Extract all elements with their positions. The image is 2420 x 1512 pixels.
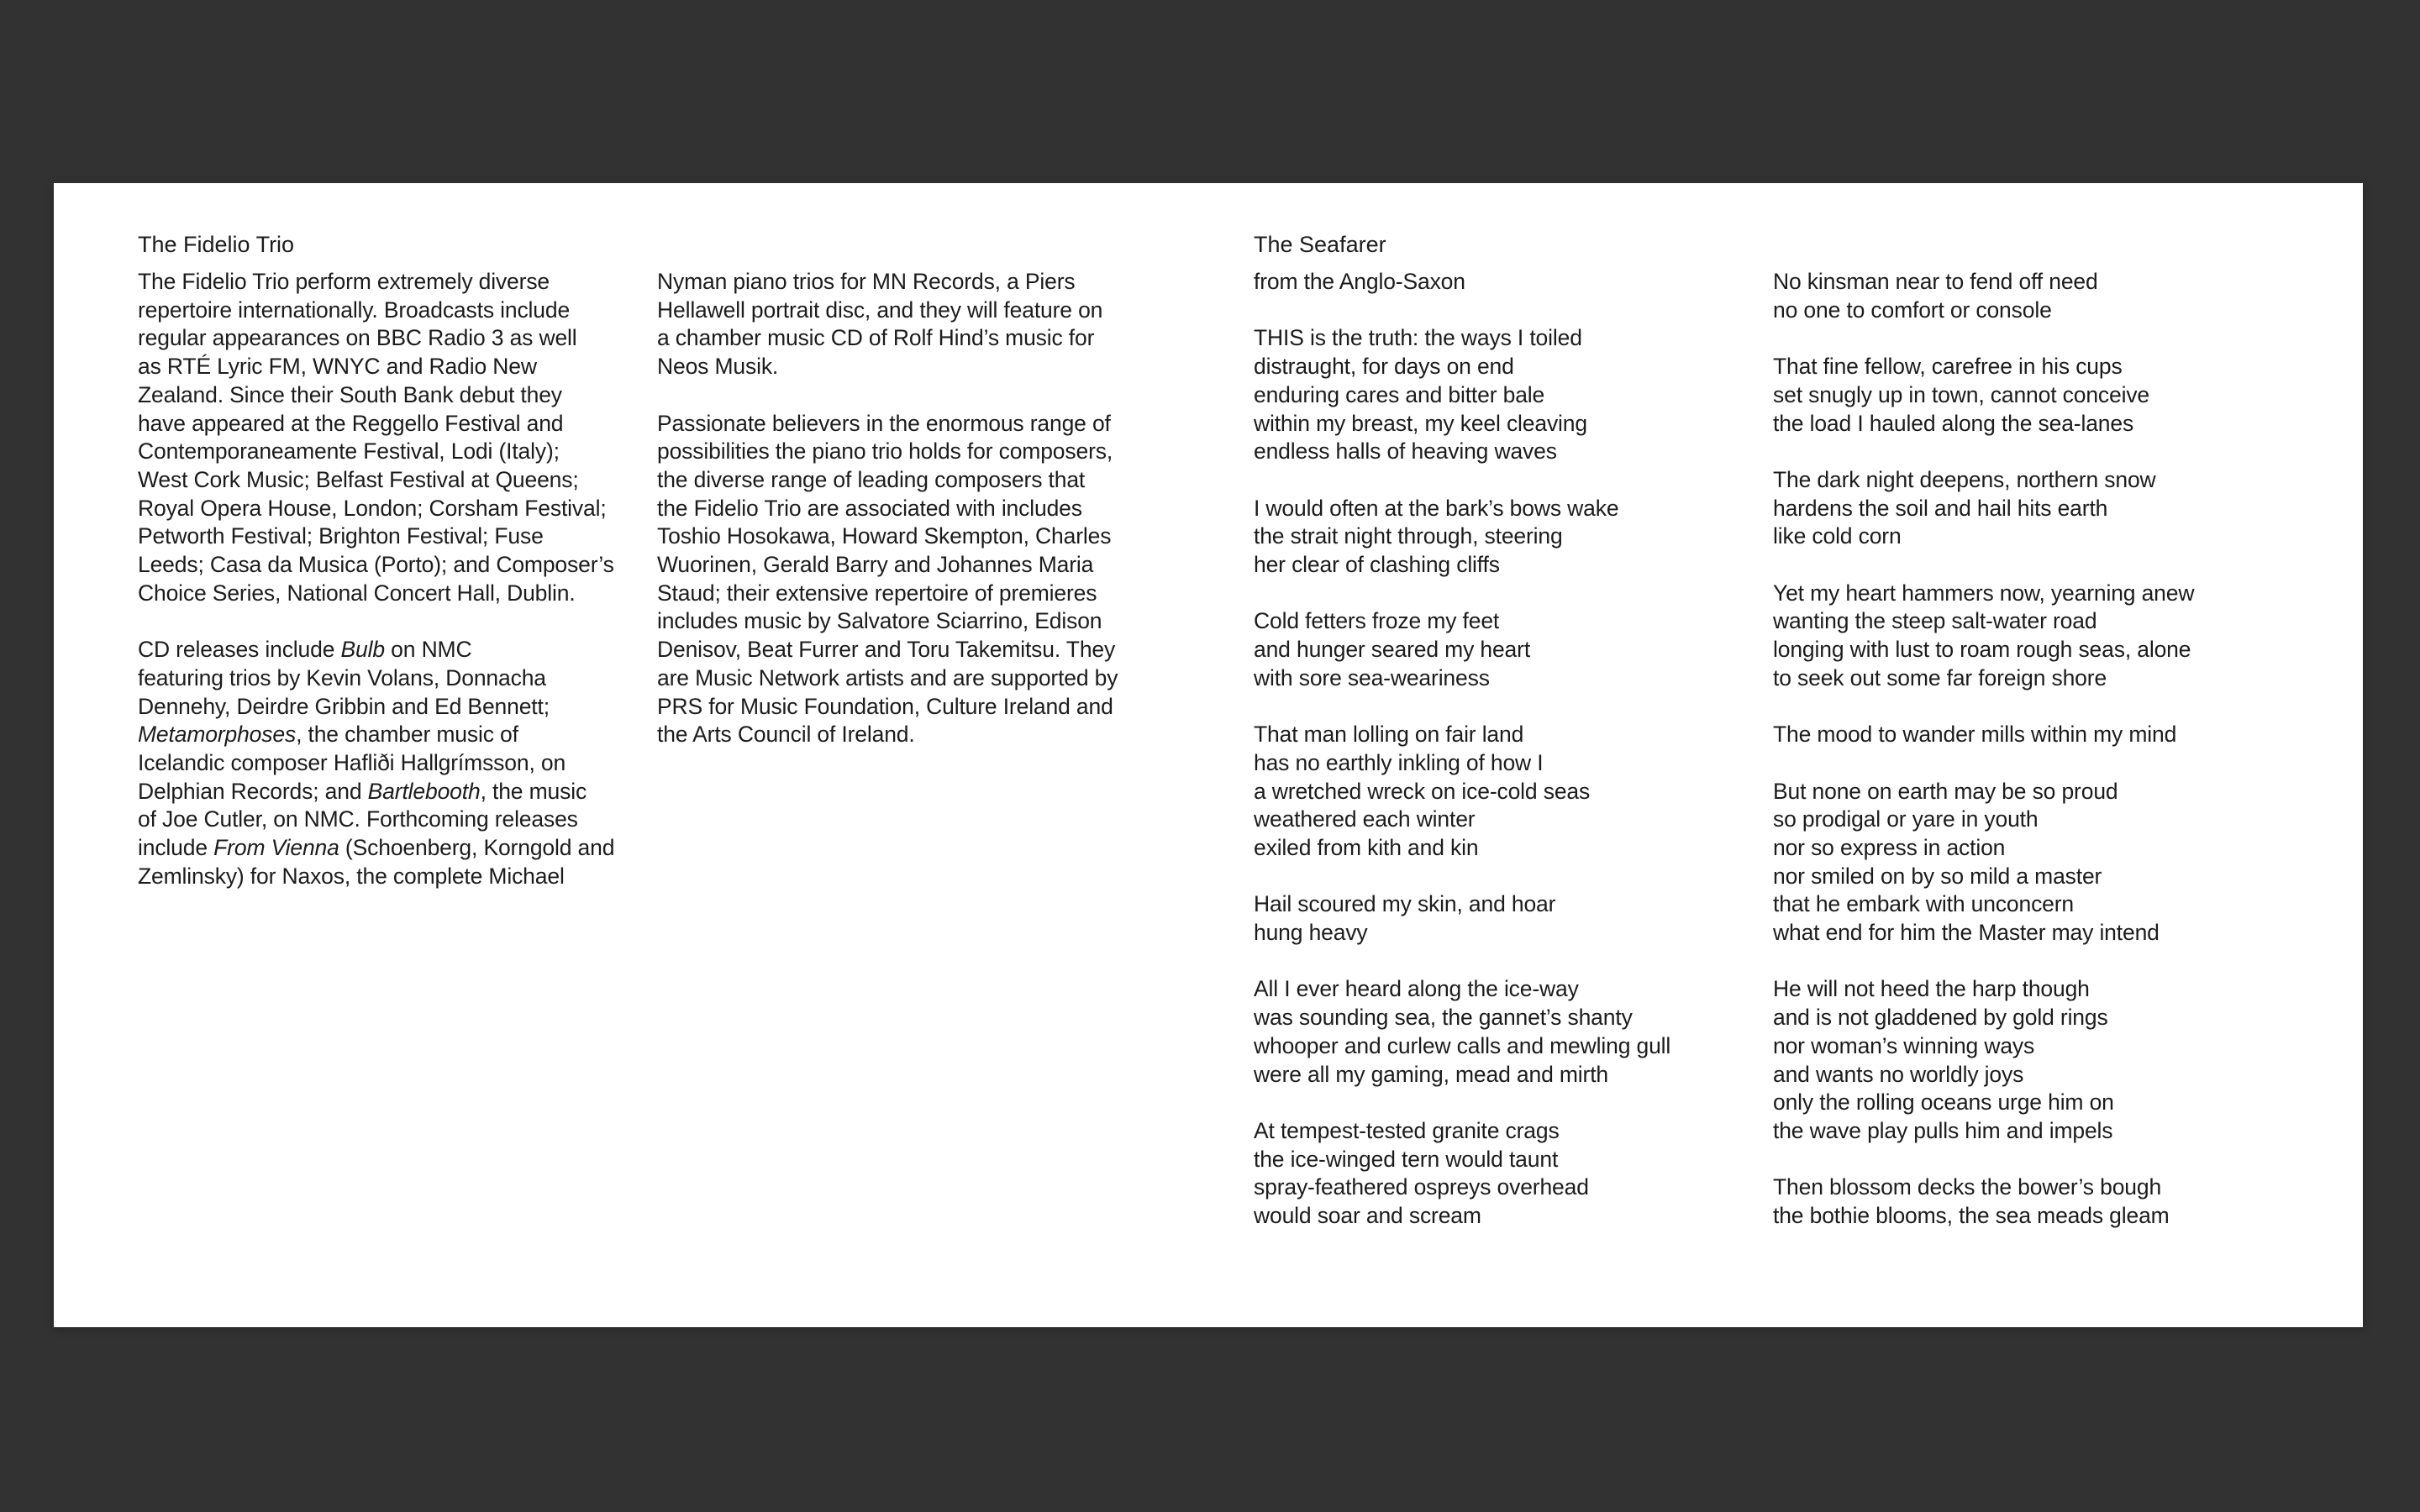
text-run: CD releases include xyxy=(138,637,341,663)
fidelio-paragraph-2 xyxy=(138,636,652,890)
album-title-from-vienna: From Vienna xyxy=(213,835,339,861)
poem-stanza: Cold fetters froze my feet and hunger seared my heart with sore sea-weariness xyxy=(1254,608,1531,690)
poem-stanza: No kinsman near to fend off need no one to comfort or console xyxy=(1773,269,2098,323)
album-title-bulb: Bulb xyxy=(340,637,385,663)
text-run: , the music of Joe Cutler, on NMC. Forthcoming releases include xyxy=(138,778,587,861)
poem-stanza: Then blossom decks the bower’s bough the bothie blooms, the sea meads gleam xyxy=(1773,1174,2170,1229)
poem-stanza: All I ever heard along the ice-way was sounding sea, the gannet’s shanty whooper and curlew calls and mewling gull were all my gaming, mead and mirth xyxy=(1254,976,1671,1087)
poem-stanza: THIS is the truth: the ways I toiled distraught, for days on end enduring cares and bitter bale within my breast, my keel cleaving endless halls of heaving waves xyxy=(1254,325,1587,465)
seafarer-column-right xyxy=(1773,268,2287,1231)
poem-stanza: But none on earth may be so proud so prodigal or yare in youth nor so express in action nor smiled on by so mild a master that he embark with unconcern what end for him the Master may intend xyxy=(1773,778,2160,946)
poem-stanza: Hail scoured my skin, and hoar hung heavy xyxy=(1254,891,1556,946)
booklet-spread xyxy=(54,183,2363,1327)
poem-stanza: At tempest-tested granite crags the ice-winged tern would taunt spray-feathered ospreys overhead would soar and scream xyxy=(1254,1117,1589,1229)
fidelio-paragraph-4: Passionate believers in the enormous range of possibilities the piano trio holds for composers, the diverse range of leading composers that the Fidelio Trio are associated with includes Toshio Hosokawa, Howard Skempton, Charles Wuorinen, Gerald Barry and Johannes Maria Staud; their extensive repertoire of premieres includes music by Salvatore Sciarrino, Edison Denisov, Beat Furrer and Toru Takemitsu. They are Music Network artists and are supported by PRS for Music Foundation, Culture Ireland and the Arts Council of Ireland. xyxy=(657,410,1118,748)
text-run: , the chamber music of Icelandic composer Hafliði Hallgrímsson, on Delphian Records; and xyxy=(138,722,566,804)
album-title-bartlebooth: Bartlebooth xyxy=(367,778,481,804)
text-run: on NMC featuring trios by Kevin Volans, Donnacha Dennehy, Deirdre Gribbin and Ed Bennett; xyxy=(138,637,550,719)
poem-stanza: I would often at the bark’s bows wake the strait night through, steering her clear of clashing cliffs xyxy=(1254,495,1619,577)
seafarer-column-left xyxy=(1254,230,1768,1231)
poem-stanza: He will not heed the harp though and is not gladdened by gold rings nor woman’s winning ways and wants no worldly joys only the rolling oceans urge him on the wave play pulls him and impels xyxy=(1773,976,2114,1143)
poem-stanza: That fine fellow, carefree in his cups set snugly up in town, cannot conceive the load I hauled along the sea-lanes xyxy=(1773,354,2150,436)
poem-stanza: The mood to wander mills within my mind xyxy=(1773,722,2177,748)
poem-stanza: Yet my heart hammers now, yearning anew wanting the steep salt-water road longing with lust to roam rough seas, alone to seek out some far foreign shore xyxy=(1773,580,2195,690)
fidelio-paragraph-1: The Fidelio Trio perform extremely diverse repertoire internationally. Broadcasts include regular appearances on BBC Radio 3 as well as RTÉ Lyric FM, WNYC and Radio New Zealand. Since their South Bank debut they have appeared at the Reggello Festival and Contemporaneamente Festival, Lodi (Italy); West Cork Music; Belfast Festival at Queens; Royal Opera House, London; Corsham Festival; Petworth Festival; Brighton Festival; Fuse Leeds; Casa da Musica (Porto); and Composer’s Choice Series, National Concert Hall, Dublin. xyxy=(138,269,614,606)
fidelio-column-right xyxy=(657,268,1171,749)
seafarer-subtitle: from the Anglo-Saxon xyxy=(1254,269,1465,294)
album-title-metamorphoses: Metamorphoses xyxy=(138,722,297,748)
fidelio-paragraph-3: Nyman piano trios for MN Records, a Piers Hellawell portrait disc, and they will feature on a chamber music CD of Rolf Hind’s music for Neos Musik. xyxy=(657,269,1103,380)
text-run: (Schoenberg, Korngold and Zemlinsky) for Naxos, the complete Michael xyxy=(138,835,615,889)
poem-stanza: That man lolling on fair land has no earthly inkling of how I a wretched wreck on ice-cold seas weathered each winter exiled from kith and kin xyxy=(1254,722,1591,860)
poem-stanza: The dark night deepens, northern snow hardens the soil and hail hits earth like cold corn xyxy=(1773,466,2156,549)
fidelio-column-left xyxy=(138,230,652,890)
seafarer-title: The Seafarer xyxy=(1254,232,1386,257)
fidelio-title: The Fidelio Trio xyxy=(138,232,295,257)
